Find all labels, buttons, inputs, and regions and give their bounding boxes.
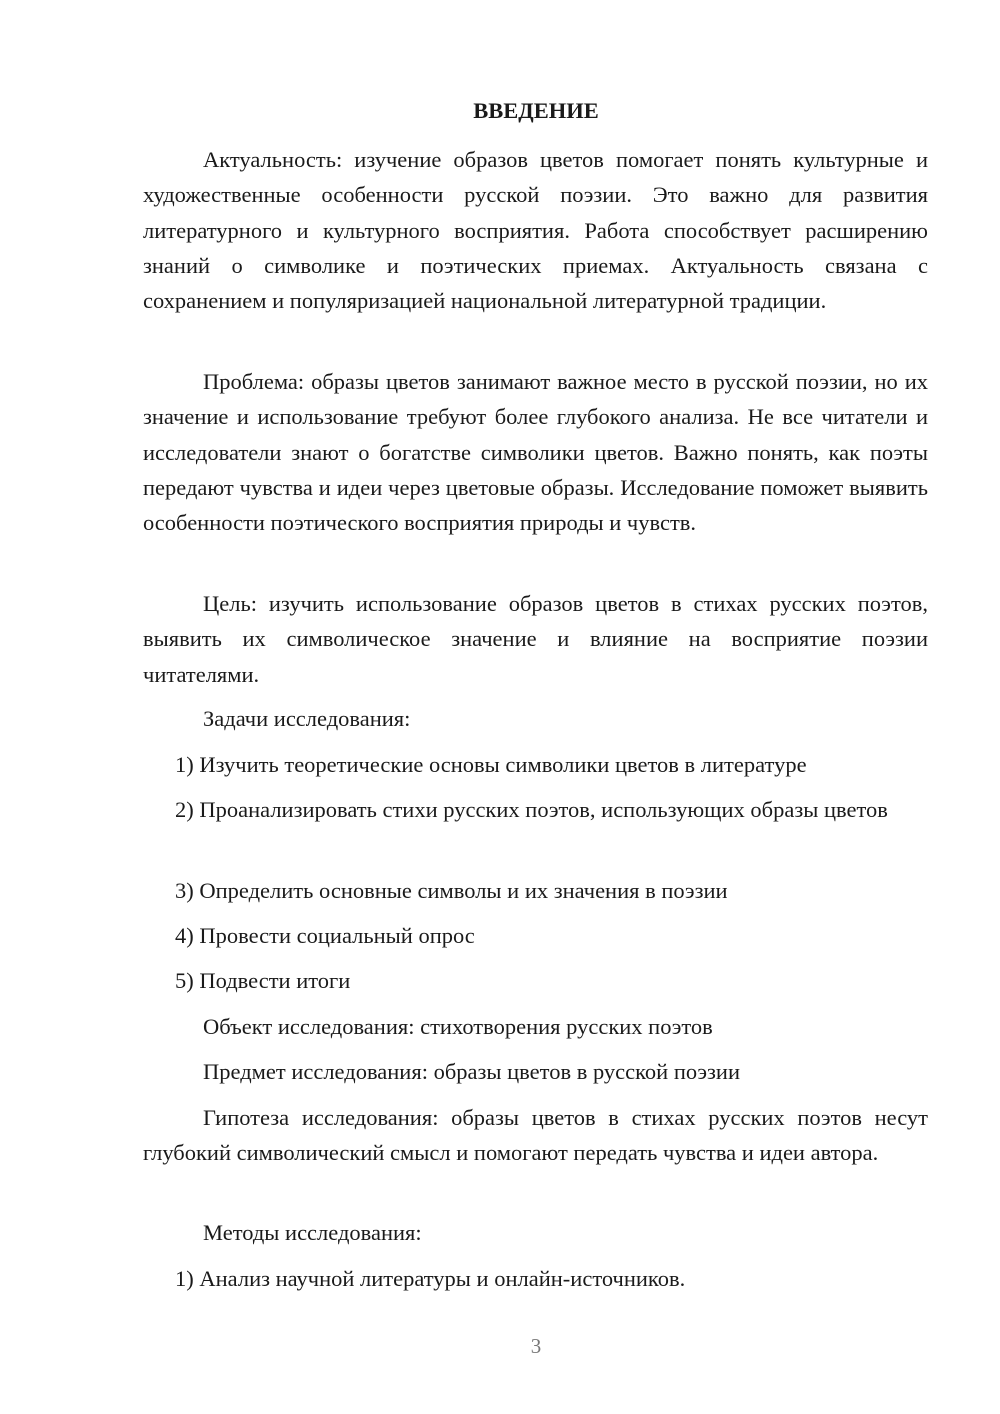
section-heading: ВВЕДЕНИЕ xyxy=(473,98,599,123)
methods-title: Методы исследования: xyxy=(203,1220,422,1245)
research-subject: Предмет исследования: образы цветов в русской поэзии xyxy=(203,1059,741,1084)
hypothesis-paragraph: Гипотеза исследования: образы цветов в стихах русских поэтов несут глубокий символический смысл и помогают передать чувства и идеи автора. xyxy=(143,1105,928,1166)
research-object: Объект исследования: стихотворения русских поэтов xyxy=(203,1014,713,1039)
page-number: 3 xyxy=(530,1334,542,1358)
goal-paragraph: Цель: изучить использование образов цветов в стихах русских поэтов, выявить их символическое значение и влияние на восприятие поэзии читателями. xyxy=(143,591,928,687)
tasks-title: Задачи исследования: xyxy=(203,706,411,731)
problem-paragraph: Проблема: образы цветов занимают важное место в русской поэзии, но их значение и использование требуют более глубокого анализа. Не все читатели и исследователи знают о богатстве символики цветов. Важно понять, как поэты передают чувства и идеи через цветовые образы. Исследование поможет выявить особенности поэтического восприятия природы и чувств. xyxy=(143,369,928,536)
relevance-paragraph: Актуальность: изучение образов цветов помогает понять культурные и художественные особенности русской поэзии. Это важно для развития литературного и культурного восприятия. Работа способствует расширению знаний о символике и поэтических приемах. Актуальность связана с сохранением и популяризацией национальной литературной традиции. xyxy=(143,147,928,314)
task-item-1: 1) Изучить теоретические основы символики цветов в литературе xyxy=(175,752,807,777)
task-item-5: 5) Подвести итоги xyxy=(175,968,351,993)
task-item-3: 3) Определить основные символы и их значения в поэзии xyxy=(175,878,728,903)
task-item-4: 4) Провести социальный опрос xyxy=(175,923,475,948)
task-item-2: 2) Проанализировать стихи русских поэтов, использующих образы цветов xyxy=(175,797,888,822)
method-item-1: 1) Анализ научной литературы и онлайн-источников. xyxy=(175,1266,686,1291)
